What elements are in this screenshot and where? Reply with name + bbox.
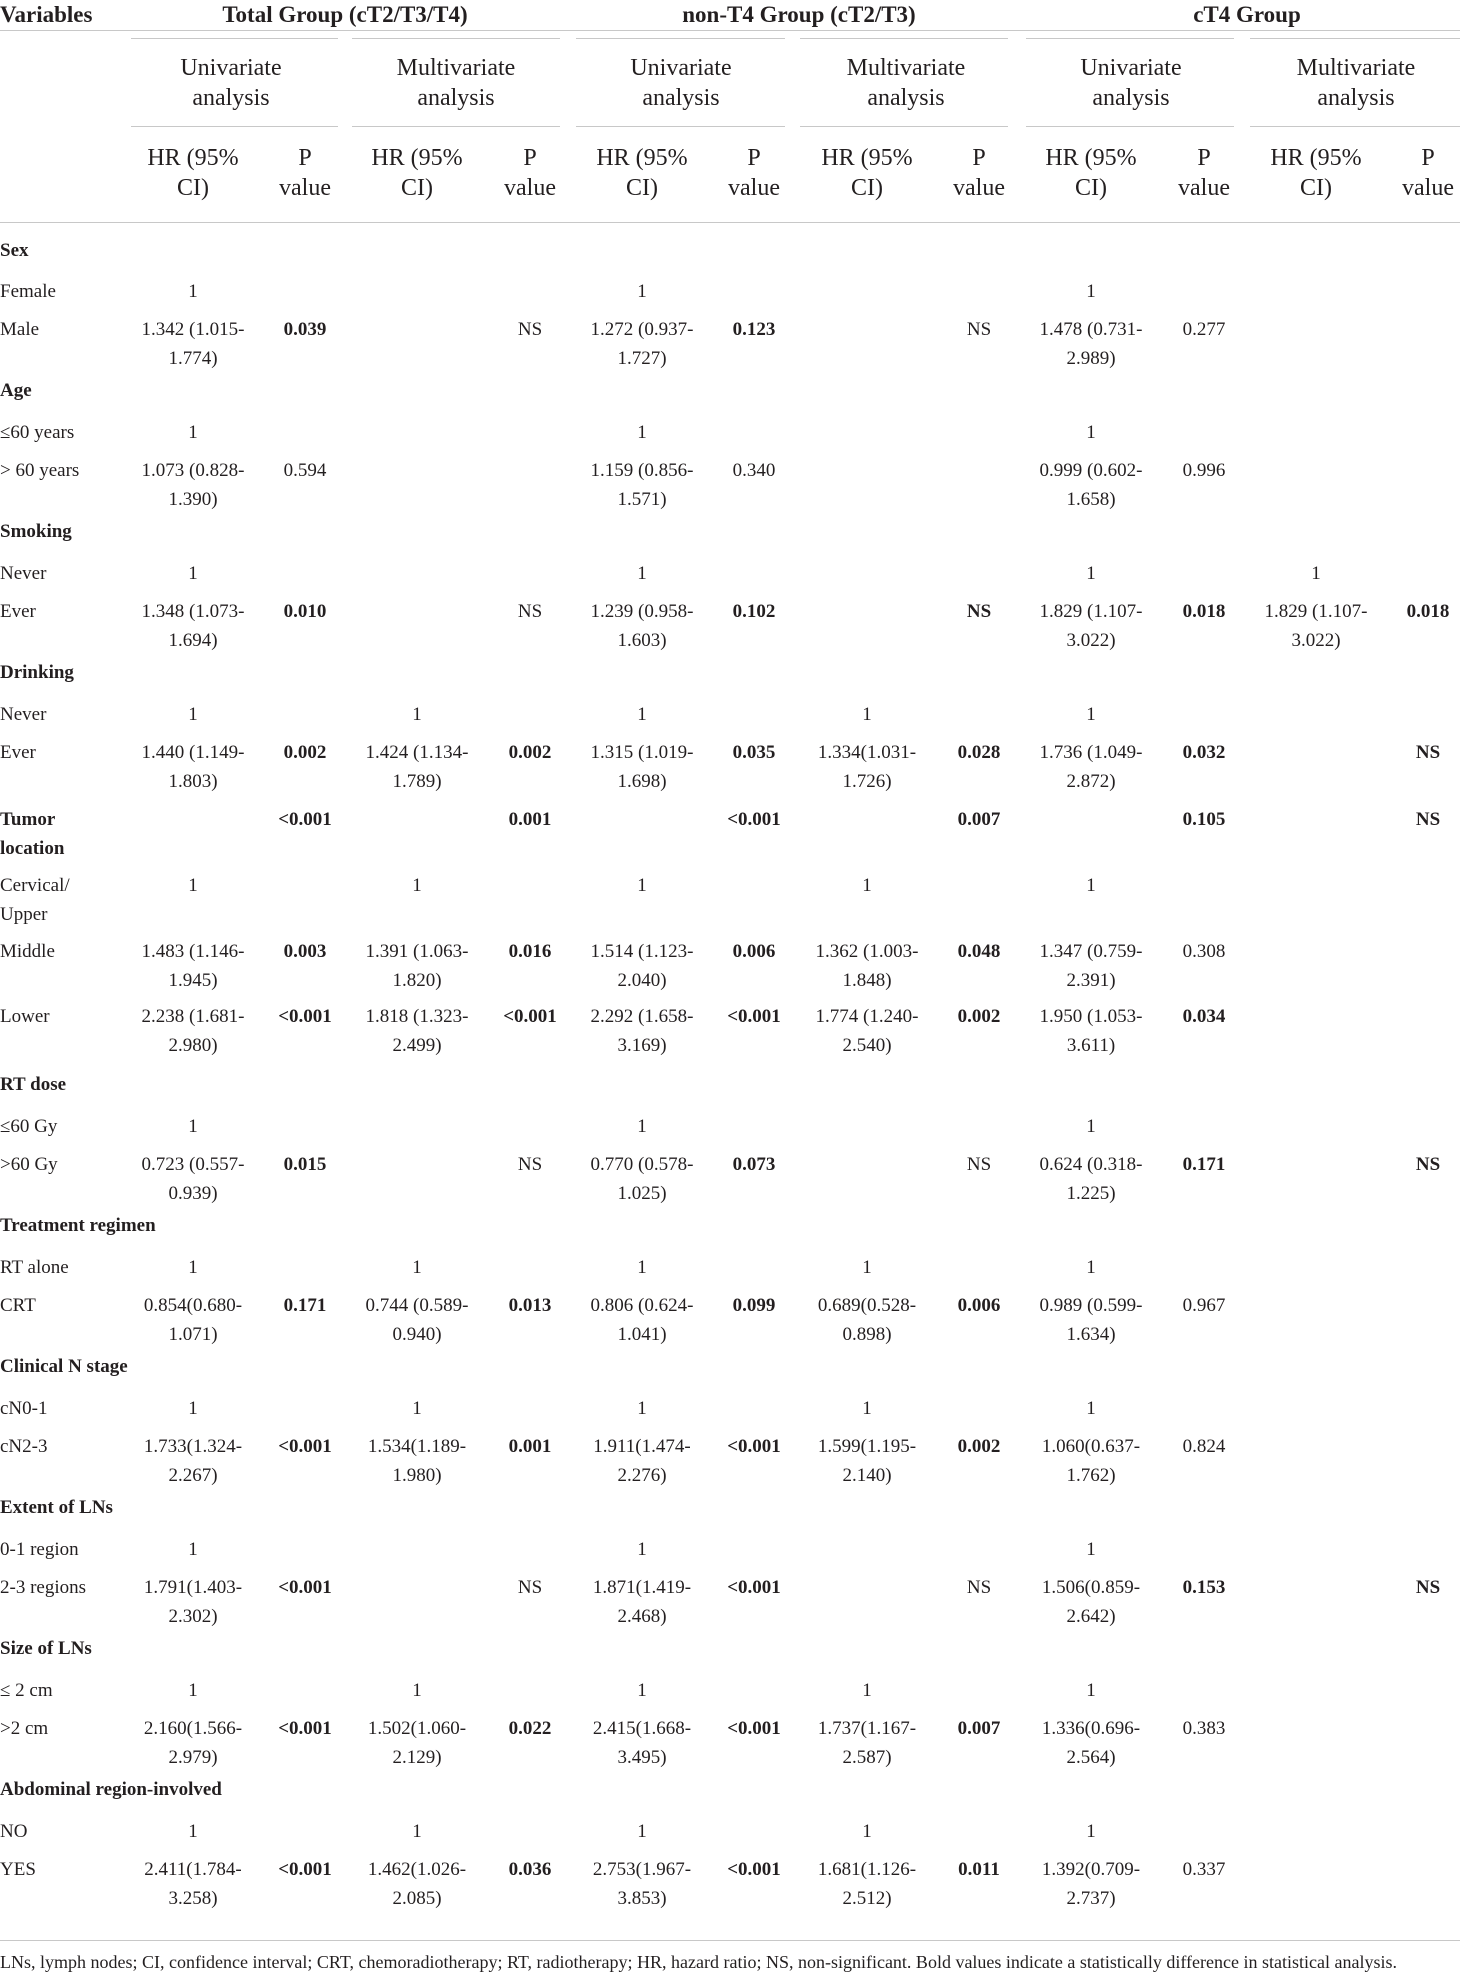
p-value-cell: 0.824: [1182, 1436, 1226, 1457]
hr-cell: 1.239 (0.958- 1.603): [590, 601, 694, 651]
p-value-cell: NS: [966, 601, 992, 622]
p-value-header: P value: [953, 145, 1005, 201]
hr-cell: 1.829 (1.107- 3.022): [1264, 601, 1368, 651]
p-value-cell: 0.153: [1182, 1577, 1226, 1598]
hr-cell: 2.238 (1.681- 2.980): [141, 1006, 245, 1056]
p-value-cell: 0.337: [1182, 1859, 1226, 1880]
group-underline: [1026, 38, 1234, 39]
group-header: Total Group (cT2/T3/T4): [222, 2, 468, 27]
hr-cell: 1: [637, 875, 647, 896]
row-label: > 60 years: [0, 460, 80, 481]
p-value-cell: 0.996: [1182, 460, 1226, 481]
row-label: 0-1 region: [0, 1539, 79, 1560]
hr-cell: 1.483 (1.146- 1.945): [141, 941, 245, 991]
row-label: Never: [0, 704, 47, 725]
analysis-underline: [352, 126, 560, 127]
p-value-cell: 0.022: [508, 1718, 552, 1739]
hr-ci-header: HR (95% CI): [596, 145, 688, 201]
row-label: YES: [0, 1859, 36, 1880]
hr-cell: 1: [412, 1680, 422, 1701]
hr-cell: 1.334(1.031- 1.726): [817, 742, 917, 792]
hr-cell: 1.392(0.709- 2.737): [1041, 1859, 1141, 1909]
p-value-cell: <0.001: [727, 1718, 781, 1739]
hr-cell: 1: [188, 1680, 198, 1701]
row-label: Cervical/ Upper: [0, 875, 70, 925]
p-value-cell: 0.006: [957, 1295, 1001, 1316]
analysis-underline: [1026, 126, 1234, 127]
p-value-header: P value: [279, 145, 331, 201]
section-title: Sex: [0, 240, 29, 261]
hr-cell: 2.753(1.967- 3.853): [592, 1859, 692, 1909]
p-value-cell: NS: [966, 1154, 992, 1175]
p-value-cell: 0.018: [1182, 601, 1226, 622]
section-p-value: 0.105: [1182, 809, 1226, 830]
hr-cell: 1: [188, 704, 198, 725]
hr-cell: 1.911(1.474- 2.276): [593, 1436, 691, 1486]
row-label: >60 Gy: [0, 1154, 58, 1175]
p-value-cell: NS: [517, 319, 543, 340]
analysis-underline: [576, 126, 785, 127]
section-title: Abdominal region-involved: [0, 1779, 222, 1800]
p-value-cell: NS: [1415, 1154, 1441, 1175]
row-label: ≤60 years: [0, 422, 75, 443]
p-value-cell: 0.035: [732, 742, 776, 763]
row-label: 2-3 regions: [0, 1577, 87, 1598]
group-underline: [131, 38, 338, 39]
p-value-cell: NS: [517, 1577, 543, 1598]
p-value-cell: 0.277: [1182, 319, 1226, 340]
p-value-cell: 0.099: [732, 1295, 776, 1316]
p-value-cell: 0.016: [508, 941, 552, 962]
hr-cell: 1: [637, 422, 647, 443]
p-value-cell: 0.032: [1182, 742, 1226, 763]
section-p-value: <0.001: [278, 809, 332, 830]
hr-cell: 1.736 (1.049- 2.872): [1039, 742, 1143, 792]
p-value-header: P value: [1178, 145, 1230, 201]
p-value-cell: 0.967: [1182, 1295, 1226, 1316]
analysis-underline: [131, 126, 338, 127]
hr-cell: 1: [862, 1398, 872, 1419]
hr-ci-header: HR (95% CI): [821, 145, 913, 201]
p-value-cell: NS: [1415, 742, 1441, 763]
row-label: cN0-1: [0, 1398, 48, 1419]
p-value-cell: 0.340: [732, 460, 776, 481]
hr-ci-header: HR (95% CI): [147, 145, 239, 201]
p-value-cell: 0.002: [283, 742, 327, 763]
section-title: Extent of LNs: [0, 1497, 113, 1518]
hr-cell: 1: [637, 563, 647, 584]
p-value-cell: NS: [966, 319, 992, 340]
analysis-header: Multivariate analysis: [396, 55, 516, 111]
row-label: CRT: [0, 1295, 36, 1316]
p-value-cell: 0.123: [732, 319, 776, 340]
hr-cell: 1.871(1.419- 2.468): [592, 1577, 692, 1627]
hr-cell: 1.599(1.195- 2.140): [817, 1436, 917, 1486]
p-value-cell: <0.001: [278, 1859, 332, 1880]
p-value-cell: 0.002: [957, 1436, 1001, 1457]
hr-cell: 1: [637, 1257, 647, 1278]
p-value-cell: 0.073: [732, 1154, 776, 1175]
row-label: Middle: [0, 941, 55, 962]
variables-header: Variables: [0, 2, 93, 27]
hr-cell: 1.440 (1.149- 1.803): [141, 742, 245, 792]
section-title: Treatment regimen: [0, 1215, 156, 1236]
hr-cell: 1.462(1.026- 2.085): [367, 1859, 467, 1909]
hr-cell: 1.315 (1.019- 1.698): [590, 742, 694, 792]
hr-cell: 1.336(0.696- 2.564): [1041, 1718, 1141, 1768]
group-header: cT4 Group: [1193, 2, 1301, 27]
section-title: Tumor location: [0, 809, 65, 859]
hr-cell: 1.681(1.126- 2.512): [817, 1859, 917, 1909]
p-value-cell: <0.001: [727, 1859, 781, 1880]
p-value-cell: 0.013: [508, 1295, 552, 1316]
section-p-value: <0.001: [727, 809, 781, 830]
header-rule: [0, 30, 1460, 31]
row-label: ≤ 2 cm: [0, 1680, 53, 1701]
hr-cell: 1.737(1.167- 2.587): [817, 1718, 917, 1768]
row-label: Male: [0, 319, 40, 340]
p-value-cell: <0.001: [727, 1436, 781, 1457]
p-value-cell: <0.001: [278, 1718, 332, 1739]
p-value-cell: 0.171: [1182, 1154, 1226, 1175]
hr-cell: 0.770 (0.578- 1.025): [590, 1154, 694, 1204]
p-value-cell: 0.308: [1182, 941, 1226, 962]
p-value-cell: 0.010: [283, 601, 327, 622]
p-value-cell: 0.594: [283, 460, 327, 481]
p-value-header: P value: [728, 145, 780, 201]
hr-cell: 1.391 (1.063- 1.820): [365, 941, 469, 991]
hr-cell: 1.060(0.637- 1.762): [1041, 1436, 1141, 1486]
hr-cell: 1: [1086, 704, 1096, 725]
hr-cell: 1: [637, 1398, 647, 1419]
hr-cell: 1: [412, 1257, 422, 1278]
hr-cell: 0.723 (0.557- 0.939): [141, 1154, 245, 1204]
hr-cell: 1: [862, 875, 872, 896]
hr-cell: 1: [1086, 422, 1096, 443]
group-header: non-T4 Group (cT2/T3): [682, 2, 916, 27]
hr-cell: 1.514 (1.123- 2.040): [590, 941, 694, 991]
hr-cell: 1: [188, 1116, 198, 1137]
p-value-cell: <0.001: [503, 1006, 557, 1027]
hr-cell: 1: [1086, 1257, 1096, 1278]
section-title: Drinking: [0, 662, 74, 683]
hr-cell: 1.791(1.403- 2.302): [143, 1577, 243, 1627]
hr-cell: 1.818 (1.323- 2.499): [365, 1006, 469, 1056]
row-label: Ever: [0, 601, 36, 622]
row-label: ≤60 Gy: [0, 1116, 58, 1137]
analysis-underline: [800, 126, 1008, 127]
hr-cell: 1.774 (1.240- 2.540): [815, 1006, 919, 1056]
hr-cell: 1: [862, 1821, 872, 1842]
p-value-cell: <0.001: [278, 1436, 332, 1457]
p-value-cell: 0.034: [1182, 1006, 1226, 1027]
hr-cell: 1: [637, 281, 647, 302]
row-label: Never: [0, 563, 47, 584]
hr-cell: 1: [1086, 1680, 1096, 1701]
hr-cell: 1.502(1.060- 2.129): [367, 1718, 467, 1768]
p-value-cell: <0.001: [727, 1006, 781, 1027]
p-value-cell: NS: [517, 601, 543, 622]
hr-cell: 1.362 (1.003- 1.848): [815, 941, 919, 991]
hr-cell: 1: [637, 1821, 647, 1842]
hr-cell: 1: [862, 1257, 872, 1278]
p-value-cell: 0.036: [508, 1859, 552, 1880]
section-p-value: 0.007: [957, 809, 1001, 830]
hr-cell: 1: [188, 1539, 198, 1560]
p-value-cell: 0.003: [283, 941, 327, 962]
hr-cell: 2.411(1.784- 3.258): [144, 1859, 242, 1909]
hr-cell: 1.950 (1.053- 3.611): [1039, 1006, 1143, 1056]
p-value-cell: 0.383: [1182, 1718, 1226, 1739]
hr-cell: 1: [412, 1398, 422, 1419]
group-underline: [576, 38, 785, 39]
hr-cell: 2.292 (1.658- 3.169): [590, 1006, 694, 1056]
analysis-header: Multivariate analysis: [1296, 55, 1416, 111]
row-label: RT alone: [0, 1257, 69, 1278]
hr-cell: 1.342 (1.015- 1.774): [141, 319, 245, 369]
hr-cell: 1.506(0.859- 2.642): [1041, 1577, 1141, 1627]
p-value-cell: 0.015: [283, 1154, 327, 1175]
hr-cell: 1: [1086, 563, 1096, 584]
hr-cell: 0.624 (0.318- 1.225): [1039, 1154, 1143, 1204]
hr-cell: 1: [188, 281, 198, 302]
hr-cell: 1: [1086, 875, 1096, 896]
group-underline: [1250, 38, 1460, 39]
hr-cell: 1.073 (0.828- 1.390): [141, 460, 245, 510]
hr-cell: 1: [412, 704, 422, 725]
analysis-header: Univariate analysis: [1080, 55, 1182, 111]
section-title: Clinical N stage: [0, 1356, 128, 1377]
p-value-cell: 0.048: [957, 941, 1001, 962]
hr-cell: 1.829 (1.107- 3.022): [1039, 601, 1143, 651]
hr-ci-header: HR (95% CI): [1045, 145, 1137, 201]
p-value-cell: 0.007: [957, 1718, 1001, 1739]
hr-cell: 1.272 (0.937- 1.727): [590, 319, 694, 369]
hr-cell: 1: [1086, 281, 1096, 302]
hr-cell: 1.159 (0.856- 1.571): [590, 460, 694, 510]
header-bottom-rule: [0, 222, 1460, 223]
section-title: RT dose: [0, 1074, 67, 1095]
section-p-value: 0.001: [508, 809, 552, 830]
row-label: cN2-3: [0, 1436, 48, 1457]
hr-cell: 1: [1086, 1539, 1096, 1560]
hr-cell: 1: [188, 1821, 198, 1842]
p-value-cell: <0.001: [278, 1577, 332, 1598]
hr-cell: 1: [188, 1257, 198, 1278]
hr-cell: 1.348 (1.073- 1.694): [141, 601, 245, 651]
analysis-header: Univariate analysis: [180, 55, 282, 111]
hr-cell: 1.534(1.189- 1.980): [367, 1436, 467, 1486]
hr-cell: 1: [637, 704, 647, 725]
hr-cell: 1.347 (0.759- 2.391): [1039, 941, 1143, 991]
hr-cell: 0.999 (0.602- 1.658): [1039, 460, 1143, 510]
row-label: Ever: [0, 742, 36, 763]
p-value-cell: 0.006: [732, 941, 776, 962]
hr-cell: 1: [862, 704, 872, 725]
p-value-cell: 0.001: [508, 1436, 552, 1457]
p-value-cell: 0.002: [957, 1006, 1001, 1027]
hr-cell: 1: [637, 1680, 647, 1701]
p-value-cell: 0.028: [957, 742, 1001, 763]
p-value-cell: 0.011: [958, 1859, 1000, 1880]
hr-cell: 1: [412, 1821, 422, 1842]
row-label: Lower: [0, 1006, 50, 1027]
hr-cell: 0.744 (0.589- 0.940): [365, 1295, 469, 1345]
p-value-cell: 0.018: [1406, 601, 1450, 622]
hr-cell: 0.689(0.528- 0.898): [817, 1295, 917, 1345]
p-value-cell: NS: [966, 1577, 992, 1598]
table-bottom-rule: [0, 1940, 1460, 1941]
hr-cell: 1.478 (0.731- 2.989): [1039, 319, 1143, 369]
p-value-cell: <0.001: [727, 1577, 781, 1598]
hr-cell: 1: [862, 1680, 872, 1701]
hr-cell: 1: [637, 1539, 647, 1560]
hr-cell: 1: [188, 422, 198, 443]
hr-cell: 1: [1086, 1116, 1096, 1137]
hr-cell: 1: [1086, 1821, 1096, 1842]
p-value-cell: <0.001: [278, 1006, 332, 1027]
p-value-cell: NS: [517, 1154, 543, 1175]
p-value-cell: 0.171: [283, 1295, 327, 1316]
p-value-cell: 0.039: [283, 319, 327, 340]
hr-cell: 1: [412, 875, 422, 896]
p-value-cell: 0.002: [508, 742, 552, 763]
row-label: >2 cm: [0, 1718, 49, 1739]
row-label: Female: [0, 281, 56, 302]
p-value-header: P value: [1402, 145, 1454, 201]
section-p-value: NS: [1415, 809, 1441, 830]
hr-ci-header: HR (95% CI): [1270, 145, 1362, 201]
hr-cell: 1: [188, 875, 198, 896]
hr-cell: 2.415(1.668- 3.495): [592, 1718, 692, 1768]
hr-cell: 1: [188, 563, 198, 584]
p-value-cell: NS: [1415, 1577, 1441, 1598]
footnote: LNs, lymph nodes; CI, confidence interval; CRT, chemoradiotherapy; RT, radiotherapy; HR, hazard ratio; NS, non-significant. Bold values indicate a statistically difference in statistical analysis.: [0, 1952, 1397, 1972]
group-underline: [352, 38, 560, 39]
hr-cell: 1: [1311, 563, 1321, 584]
analysis-underline: [1250, 126, 1460, 127]
hr-cell: 1.424 (1.134- 1.789): [365, 742, 469, 792]
p-value-header: P value: [504, 145, 556, 201]
hr-ci-header: HR (95% CI): [371, 145, 463, 201]
section-title: Age: [0, 380, 32, 401]
hr-cell: 1: [188, 1398, 198, 1419]
hr-cell: 0.989 (0.599- 1.634): [1039, 1295, 1143, 1345]
analysis-header: Multivariate analysis: [846, 55, 966, 111]
hr-cell: 1: [1086, 1398, 1096, 1419]
hr-cell: 2.160(1.566- 2.979): [143, 1718, 243, 1768]
hr-cell: 1: [637, 1116, 647, 1137]
section-title: Size of LNs: [0, 1638, 92, 1659]
hr-cell: 1.733(1.324- 2.267): [143, 1436, 243, 1486]
section-title: Smoking: [0, 521, 72, 542]
analysis-header: Univariate analysis: [630, 55, 732, 111]
p-value-cell: 0.102: [732, 601, 776, 622]
group-underline: [800, 38, 1008, 39]
row-label: NO: [0, 1821, 28, 1842]
hr-cell: 0.806 (0.624- 1.041): [590, 1295, 694, 1345]
hr-cell: 0.854(0.680- 1.071): [143, 1295, 243, 1345]
